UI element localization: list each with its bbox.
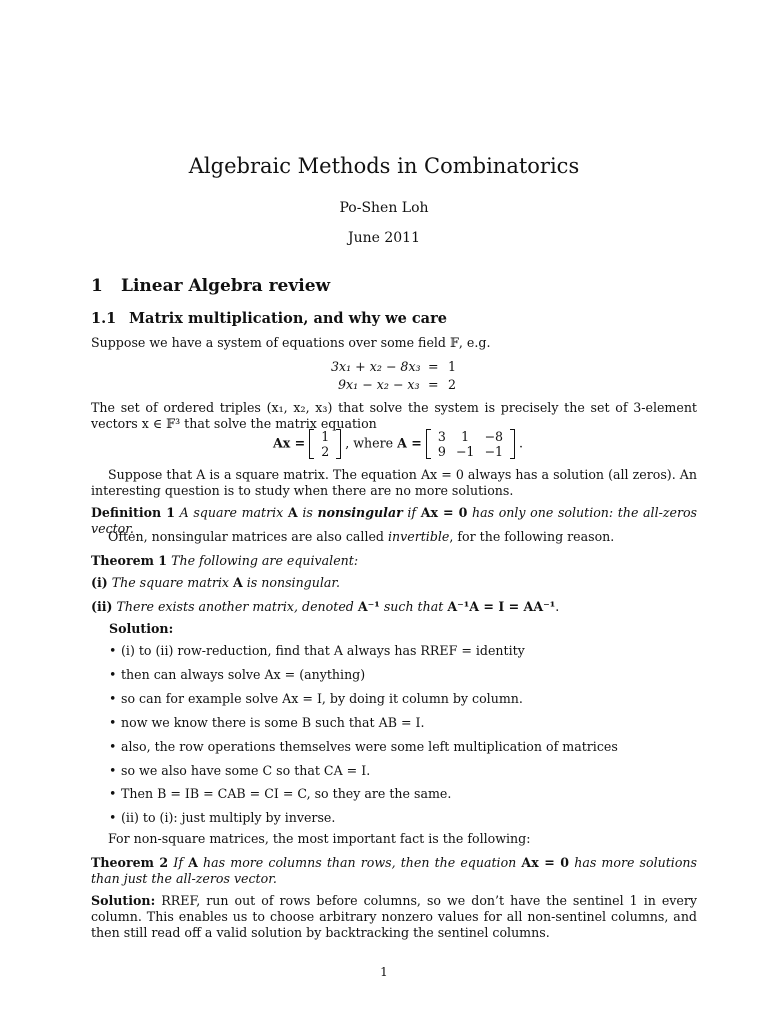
paper-date: June 2011 — [347, 230, 420, 246]
theorem-2-matrix: A — [188, 855, 198, 870]
paper-author: Po-Shen Loh — [339, 200, 429, 216]
matrix-entry: 9 — [437, 444, 446, 459]
item-ii-inverse: A⁻¹ — [357, 599, 380, 614]
matrix-entry: −8 — [484, 429, 504, 444]
list-item-text: (ii) to (i): just multiply by inverse. — [121, 810, 336, 825]
solution-2-paragraph — [91, 893, 697, 941]
theorem-2 — [91, 855, 697, 887]
theorem-1-label: Theorem 1 — [91, 553, 168, 568]
list-item: • (i) to (ii) row-reduction, find that A always has RREF = identity — [109, 643, 525, 658]
matrix-entry: 3 — [437, 429, 446, 444]
item-ii-text: such that — [383, 599, 444, 614]
definition-1-matrix: A — [287, 505, 298, 520]
section-heading — [91, 276, 330, 296]
theorem-2-label: Theorem 2 — [91, 855, 169, 870]
item-ii-text: There exists another matrix, denoted — [116, 599, 354, 614]
equation-1-rel: = — [428, 359, 439, 374]
equation-2-rhs: 2 — [448, 377, 457, 392]
item-i-label: (i) — [91, 575, 108, 590]
definition-1-equation: Ax = 0 — [420, 505, 468, 520]
definition-1-text: if — [407, 505, 417, 520]
list-item: • (ii) to (i): just multiply by inverse. — [109, 810, 336, 825]
paper-title: Algebraic Methods in Combinatorics — [188, 154, 580, 178]
item-ii-equation: A⁻¹A = I = AA⁻¹ — [447, 599, 556, 614]
list-item-text: so can for example solve Ax = I, by doing it column by column. — [121, 691, 523, 706]
intro-paragraph: Suppose we have a system of equations over some field 𝔽, e.g. — [91, 335, 491, 350]
equation-2-lhs: 9x₁ − x₂ − x₃ — [338, 377, 420, 392]
definition-1-text: has only one solution: the all-zeros vector. — [91, 505, 698, 536]
often-term: invertible — [388, 529, 450, 544]
item-ii-end: . — [555, 599, 560, 614]
matrix-a-label: A = — [397, 435, 422, 451]
subsection-heading — [91, 310, 447, 327]
square-matrix-paragraph: Suppose that A is a square matrix. The equation Ax = 0 always has a solution (all zeros). An interesting question is to study when there are no more solutions. — [91, 467, 697, 498]
often-paragraph — [91, 529, 697, 545]
list-item-text: Then B = IB = CAB = CI = C, so they are the same. — [121, 786, 452, 801]
matrix-entry: −1 — [455, 444, 475, 459]
item-ii-label: (ii) — [91, 599, 113, 614]
theorem-2-text: If — [173, 855, 183, 870]
definition-1-text: is — [302, 505, 313, 520]
where-text: , where — [345, 435, 394, 451]
often-text: Often, nonsingular matrices are also called — [108, 529, 384, 544]
subsection-title: Matrix multiplication, and why we care — [129, 310, 447, 327]
vector-entry: 1 — [321, 429, 330, 444]
often-text-end: , for the following reason. — [449, 529, 615, 544]
equation-period: . — [519, 435, 524, 451]
vector-entry: 2 — [321, 444, 330, 459]
list-item-text: (i) to (ii) row-reduction, find that A always has RREF = identity — [121, 643, 525, 658]
list-item: • also, the row operations themselves were some left multiplication of matrices — [109, 739, 618, 754]
solution-label: Solution: — [109, 621, 174, 636]
equation-2-rel: = — [428, 377, 439, 392]
matrix-entry: 1 — [461, 429, 470, 444]
solution-2-label: Solution: — [91, 893, 156, 908]
subsection-number: 1.1 — [91, 310, 117, 327]
page-number: 1 — [380, 965, 388, 979]
equation-1-rhs: 1 — [448, 359, 457, 374]
item-i-text: The square matrix — [111, 575, 229, 590]
nonsquare-paragraph: For non-square matrices, the most important fact is the following: — [108, 831, 531, 846]
list-item-text: now we know there is some B such that AB = I. — [121, 715, 425, 730]
theorem-1-text: The following are equivalent: — [171, 553, 359, 568]
list-item-text: also, the row operations themselves were some left multiplication of matrices — [121, 739, 618, 754]
theorem-1-item-ii — [91, 599, 697, 615]
matrix-a — [426, 429, 515, 459]
definition-1-text: A square matrix — [179, 505, 284, 520]
solution-2-text: RREF, run out of rows before columns, so we don’t have the sentinel 1 in every column. This enables us to choose arbitrary nonzero values for all non-sentinel columns, and then still read off a valid solution by backtracking the sentinel columns. — [91, 893, 698, 940]
list-item: • now we know there is some B such that AB = I. — [109, 715, 425, 730]
definition-1-label: Definition 1 — [91, 505, 175, 520]
equation-1-lhs: 3x₁ + x₂ − 8x₃ — [331, 359, 421, 374]
section-title: Linear Algebra review — [121, 276, 331, 296]
list-item: • so we also have some C so that CA = I. — [109, 763, 371, 778]
theorem-1-item-i — [91, 575, 697, 591]
list-item: • then can always solve Ax = (anything) — [109, 667, 366, 682]
section-number: 1 — [91, 276, 103, 296]
triples-paragraph: The set of ordered triples (x₁, x₂, x₃) that solve the system is precisely the set of 3-element vectors x ∈ 𝔽³ that solve the matrix equation — [91, 400, 697, 431]
theorem-2-equation: Ax = 0 — [521, 855, 570, 870]
definition-1-term: nonsingular — [317, 505, 403, 520]
matrix-equation — [273, 429, 533, 465]
item-i-matrix: A — [232, 575, 243, 590]
theorem-2-text: has more solutions than just the all-zeros vector. — [91, 855, 697, 886]
list-item: • Then B = IB = CAB = CI = C, so they are the same. — [109, 786, 452, 801]
list-item-text: so we also have some C so that CA = I. — [121, 763, 371, 778]
theorem-2-text: has more columns than rows, then the equation — [203, 855, 517, 870]
vector-b — [309, 429, 341, 459]
theorem-1 — [91, 553, 697, 569]
item-i-text: is nonsingular. — [246, 575, 341, 590]
matrix-entry: −1 — [484, 444, 504, 459]
matrix-equation-lhs: Ax = — [273, 435, 306, 451]
list-item: • so can for example solve Ax = I, by doing it column by column. — [109, 691, 523, 706]
list-item-text: then can always solve Ax = (anything) — [121, 667, 366, 682]
